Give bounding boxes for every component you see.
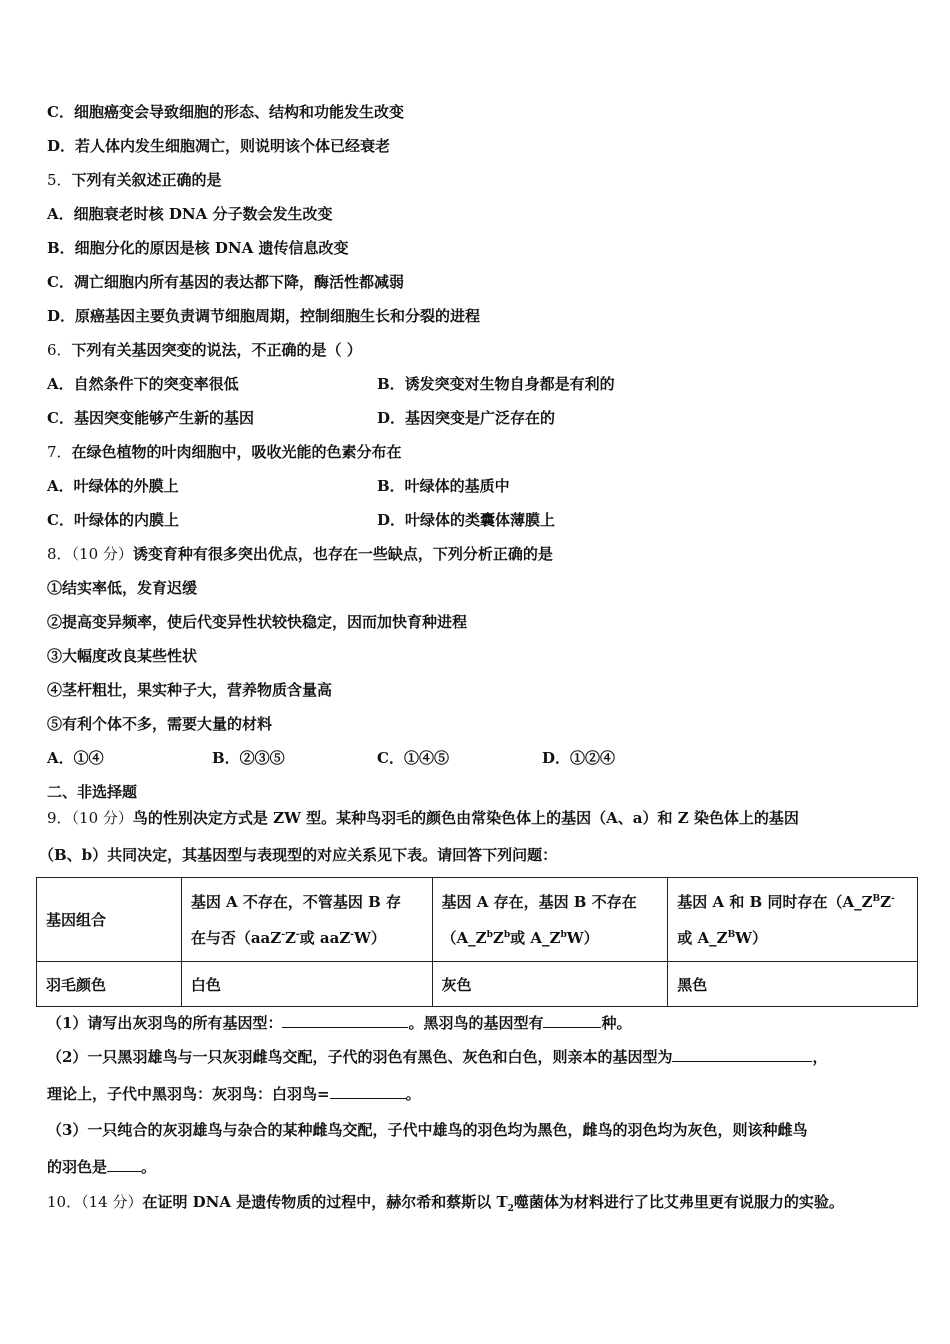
- q10-number: 10．（14 分）: [47, 1193, 143, 1211]
- answer-blank[interactable]: [107, 1157, 141, 1172]
- q6-option-d: D．基因突变是广泛存在的: [377, 409, 556, 427]
- q8-statement-4: ④茎杆粗壮，果实种子大，营养物质含量高: [47, 681, 333, 699]
- row-header-feather-color: 羽毛颜色: [37, 962, 182, 1007]
- q5-option-c: C．凋亡细胞内所有基因的表达都下降，酶活性都减弱: [47, 273, 404, 291]
- q8-statement-3: ③大幅度改良某些性状: [47, 647, 198, 665]
- q9-stem-line2: （B、b）共同决定，其基因型与表现型的对应关系见下表。请回答下列问题：: [39, 846, 558, 864]
- row-header-gene-combo: 基因组合: [37, 878, 182, 962]
- cell-white: 白色: [181, 962, 432, 1007]
- q8-option-a: A．①④: [47, 749, 104, 767]
- q8-option-c: C．①④⑤: [377, 749, 449, 767]
- q9-part2: （2）一只黑羽雄鸟与一只灰羽雌鸟交配，子代的羽色有黑色、灰色和白色，则亲本的基因型为 ，: [47, 1048, 828, 1066]
- genotype-table: [36, 877, 918, 1007]
- answer-blank[interactable]: [282, 1013, 408, 1028]
- q9-stem1-text: 鸟的性别决定方式是 ZW 型。某种鸟羽毛的颜色由常染色体上的基因（A、a）和 Z 染色体上的基因: [132, 809, 799, 827]
- q6-number: 6．: [47, 341, 72, 359]
- q9-part3: （3）一只纯合的灰羽雄鸟与杂合的某种雌鸟交配，子代中雄鸟的羽色均为黑色，雌鸟的羽色均为灰色，则该种雌鸟: [47, 1121, 808, 1139]
- cell-ab-line1: 基因 A 存在，基因 B 不存在: [441, 892, 637, 911]
- q6-stem-text: 下列有关基因突变的说法，不正确的是（ ）: [71, 341, 362, 359]
- q9-number: 9．（10 分）: [47, 809, 133, 827]
- q4-option-c: C．细胞癌变会导致细胞的形态、结构和功能发生改变: [47, 103, 404, 121]
- q7-option-a: A．叶绿体的外膜上: [47, 477, 179, 495]
- cell-black: 黑色: [668, 962, 918, 1007]
- q9-part3-line2: 的羽色是 。: [47, 1158, 157, 1176]
- q7-option-b: B．叶绿体的基质中: [377, 477, 510, 495]
- q9-part1: （1）请写出灰羽鸟的所有基因型： 。黑羽鸟的基因型有 种。: [47, 1014, 632, 1032]
- q8-statement-1: ①结实率低，发育迟缓: [47, 579, 198, 597]
- q7-option-c: C．叶绿体的内膜上: [47, 511, 179, 529]
- table-row: [37, 878, 918, 962]
- section-heading: 二、非选择题: [47, 783, 138, 801]
- q10-stem: 10．（14 分）在证明 DNA 是遗传物质的过程中，赫尔希和蔡斯以 $T_2$噬菌体为材料进行了比艾弗里更有说服力的实验。: [47, 1193, 844, 1214]
- q6-stem: [47, 340, 362, 360]
- q9-stem-line1: [47, 808, 799, 828]
- q4-option-d: D．若人体内发生细胞凋亡，则说明该个体已经衰老: [47, 137, 391, 155]
- q8-number: 8．（10 分）: [47, 545, 133, 563]
- q5-option-b: B．细胞分化的原因是核 DNA 遗传信息改变: [47, 239, 349, 257]
- answer-blank[interactable]: [330, 1084, 406, 1099]
- q9-part2-line2: 理论上，子代中黑羽鸟：灰羽鸟：白羽鸟= 。: [47, 1085, 421, 1103]
- cell-a-present-b-absent: [432, 878, 668, 962]
- cell-ab-line2: （$A\_Z^bZ^b$或 $A\_Z^bW$）: [441, 928, 599, 947]
- cell-a-b-line2: 或 $A\_Z^BW$）: [677, 928, 768, 947]
- q5-stem: [47, 170, 222, 190]
- table-row: [37, 962, 918, 1007]
- q6-option-c: C．基因突变能够产生新的基因: [47, 409, 254, 427]
- cell-a-absent-line2: 在与否（aaZ-Z-或 aaZ-W）: [190, 928, 386, 947]
- q5-number: 5．: [47, 171, 72, 189]
- q5-option-d: D．原癌基因主要负责调节细胞周期，控制细胞生长和分裂的进程: [47, 307, 481, 325]
- q8-option-b: B．②③⑤: [212, 749, 285, 767]
- q8-statement-2: ②提高变异频率，使后代变异性状较快稳定，因而加快育种进程: [47, 613, 468, 631]
- q6-option-b: B．诱发突变对生物自身都是有利的: [377, 375, 615, 393]
- q8-stem: [47, 544, 553, 564]
- cell-gray: 灰色: [432, 962, 668, 1007]
- q5-stem-text: 下列有关叙述正确的是: [71, 171, 222, 189]
- answer-blank[interactable]: [672, 1047, 812, 1062]
- q8-option-d: D．①②④: [542, 749, 616, 767]
- cell-a-and-b-present: [668, 878, 918, 962]
- q7-option-d: D．叶绿体的类囊体薄膜上: [377, 511, 556, 529]
- cell-a-absent-line1: 基因 A 不存在，不管基因 B 存: [190, 892, 402, 911]
- q5-option-a: A．细胞衰老时核 DNA 分子数会发生改变: [47, 205, 333, 223]
- q8-statement-5: ⑤有利个体不多，需要大量的材料: [47, 715, 273, 733]
- q7-stem-text: 在绿色植物的叶肉细胞中，吸收光能的色素分布在: [71, 443, 402, 461]
- q7-number: 7．: [47, 443, 72, 461]
- cell-a-b-line1: 基因 A 和 B 同时存在（$A\_Z^BZ^-$: [677, 892, 895, 911]
- cell-a-absent: [181, 878, 432, 962]
- answer-blank[interactable]: [543, 1013, 601, 1028]
- q6-option-a: A．自然条件下的突变率很低: [47, 375, 239, 393]
- q7-stem: [47, 442, 402, 462]
- q8-stem-text: 诱变育种有很多突出优点，也存在一些缺点，下列分析正确的是: [132, 545, 553, 563]
